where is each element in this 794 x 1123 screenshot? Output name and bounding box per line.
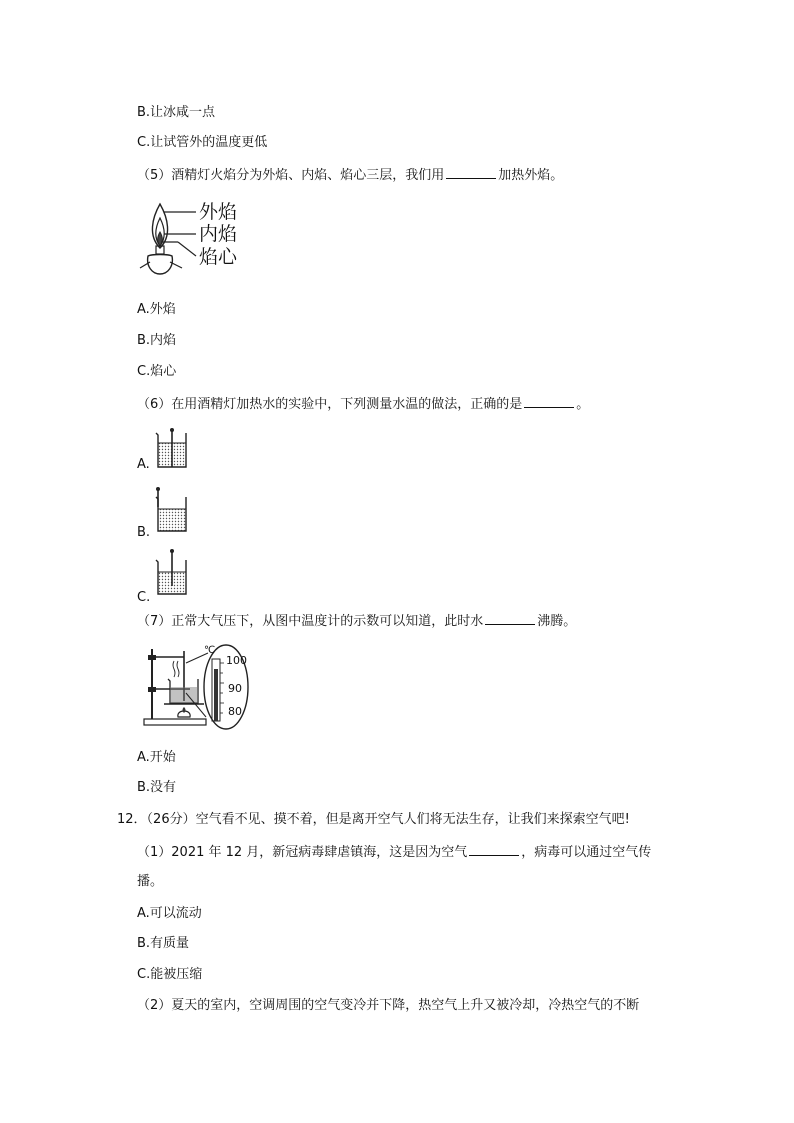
flame-label-core: 焰心 (199, 246, 238, 268)
question-number: 12． (117, 812, 147, 827)
stem-text-end: 加热外焰。 (498, 168, 564, 183)
stem-text: （5）酒精灯火焰分为外焰、内焰、焰心三层，我们用 (137, 168, 445, 183)
s6-option-a-letter: A. (137, 457, 150, 472)
subquestion-7-stem (137, 612, 576, 631)
flame-label-outer: 外焰 (199, 201, 238, 223)
answer-blank (485, 612, 535, 625)
flame-label-inner: 内焰 (199, 223, 238, 245)
answer-blank (446, 166, 496, 179)
beaker-a-figure (152, 427, 192, 475)
answer-blank (524, 395, 574, 408)
stem-text-end: 。 (576, 397, 590, 412)
beaker-c-figure (152, 548, 192, 602)
s5-option-a: A.外焰 (137, 302, 176, 317)
q12-s1-option-c: C.能被压缩 (137, 967, 203, 982)
beaker-thermometer-correct-depth (152, 548, 192, 598)
s6-option-b-letter: B. (137, 525, 151, 540)
s5-option-c: C.焰心 (137, 364, 177, 379)
question-text: 空气看不见、摸不着，但是离开空气人们将无法生存，让我们来探索空气吧! (195, 812, 630, 827)
option-c: C.让试管外的温度更低 (137, 135, 268, 150)
beaker-b-figure (150, 487, 192, 539)
question-12-stem (117, 811, 630, 829)
s7-option-b: B.没有 (137, 780, 177, 795)
beaker-thermometer-touching-bottom (152, 427, 192, 471)
q12-subquestion-2-stem: （2）夏天的室内，空调周围的空气变冷并下降，热空气上升又被冷却，冷热空气的不断 (137, 998, 640, 1013)
question-score: （26分） (146, 812, 196, 827)
flame-diagram (138, 196, 248, 282)
boiling-apparatus-figure (140, 643, 250, 731)
stem-text-end: 沸腾。 (537, 614, 577, 629)
tick-label-100: 100 (226, 654, 247, 667)
stem-text-end: ，病毒可以通过空气传 (521, 845, 652, 860)
answer-blank (469, 843, 519, 856)
thermometer-unit: ℃ (204, 645, 216, 656)
q12-s1-option-b: B.有质量 (137, 936, 190, 951)
q12-subquestion-1-stem (137, 843, 651, 862)
beaker-thermometer-above-water (150, 487, 192, 535)
q12-subquestion-1-wrap: 播。 (137, 874, 164, 889)
stem-text: （6）在用酒精灯加热水的实验中，下列测量水温的做法，正确的是 (137, 397, 523, 412)
q12-s1-option-a: A.可以流动 (137, 906, 202, 921)
s6-option-c-letter: C. (137, 590, 151, 605)
subquestion-5-stem (137, 166, 563, 185)
option-b: B.让冰咸一点 (137, 105, 216, 120)
subquestion-6-stem (137, 395, 589, 414)
tick-label-80: 80 (228, 705, 242, 718)
s5-option-b: B.内焰 (137, 333, 177, 348)
stem-text: （1）2021 年 12 月，新冠病毒肆虐镇海，这是因为空气 (137, 845, 468, 860)
s7-option-a: A.开始 (137, 750, 176, 765)
tick-label-90: 90 (228, 682, 242, 695)
stem-text: （7）正常大气压下，从图中温度计的示数可以知道，此时水 (137, 614, 484, 629)
